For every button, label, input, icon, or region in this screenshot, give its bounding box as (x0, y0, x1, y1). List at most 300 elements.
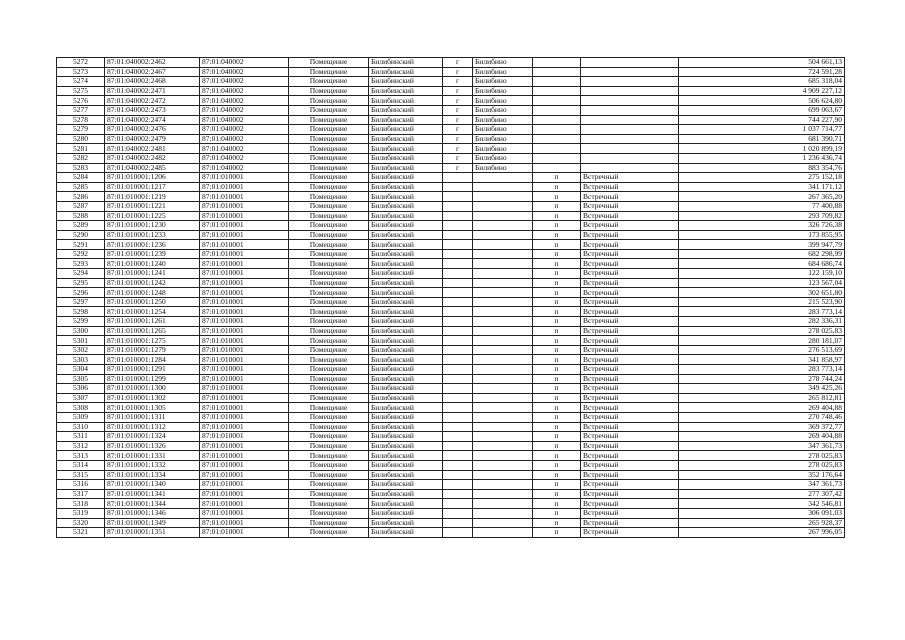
cadastral-value-cell: 123 567,04 (679, 278, 845, 288)
district-cell: Билибинский (369, 259, 443, 269)
locality-name-cell (473, 192, 533, 202)
cadastral-number-cell: 87:01:010001:1334 (105, 470, 200, 480)
locality-type-cell: г (443, 125, 473, 135)
settlement-type-cell: п (533, 211, 581, 221)
locality-name-cell (473, 230, 533, 240)
locality-type-cell (443, 259, 473, 269)
locality-name-cell (473, 422, 533, 432)
table-row (57, 163, 845, 173)
row-number-cell: 5307 (57, 393, 105, 403)
object-type-cell: Помещение (289, 278, 369, 288)
table-row (57, 288, 845, 298)
cadastral-number-cell: 87:01:010001:1233 (105, 230, 200, 240)
locality-name-cell (473, 451, 533, 461)
cadastral-number-cell: 87:01:040002:2467 (105, 67, 200, 77)
cadastral-number-cell: 87:01:010001:1206 (105, 173, 200, 183)
table-row (57, 67, 845, 77)
cadastral-value-cell: 4 909 227,12 (679, 86, 845, 96)
row-number-cell: 5277 (57, 105, 105, 115)
table-row (57, 77, 845, 87)
object-type-cell: Помещение (289, 460, 369, 470)
settlement-type-cell: п (533, 365, 581, 375)
settlement-name-cell: Встречный (581, 326, 679, 336)
settlement-type-cell: п (533, 480, 581, 490)
settlement-name-cell (581, 134, 679, 144)
settlement-type-cell: п (533, 269, 581, 279)
row-number-cell: 5312 (57, 441, 105, 451)
cadastral-block-cell: 87:01:010001 (200, 384, 289, 394)
locality-name-cell (473, 240, 533, 250)
district-cell: Билибинский (369, 173, 443, 183)
settlement-type-cell (533, 134, 581, 144)
cadastral-number-cell: 87:01:010001:1242 (105, 278, 200, 288)
settlement-type-cell (533, 77, 581, 87)
object-type-cell: Помещение (289, 518, 369, 528)
cadastral-value-cell: 293 709,82 (679, 211, 845, 221)
cadastral-block-cell: 87:01:010001 (200, 508, 289, 518)
locality-name-cell (473, 317, 533, 327)
cadastral-value-cell: 349 425,26 (679, 384, 845, 394)
settlement-name-cell: Встречный (581, 269, 679, 279)
table-row (57, 96, 845, 106)
cadastral-block-cell: 87:01:010001 (200, 528, 289, 538)
settlement-type-cell: п (533, 422, 581, 432)
district-cell: Билибинский (369, 163, 443, 173)
locality-name-cell (473, 365, 533, 375)
cadastral-block-cell: 87:01:040002 (200, 105, 289, 115)
cadastral-block-cell: 87:01:010001 (200, 480, 289, 490)
locality-type-cell: г (443, 105, 473, 115)
locality-type-cell (443, 345, 473, 355)
cadastral-block-cell: 87:01:010001 (200, 230, 289, 240)
cadastral-number-cell: 87:01:010001:1332 (105, 460, 200, 470)
locality-type-cell (443, 317, 473, 327)
settlement-name-cell: Встречный (581, 422, 679, 432)
table-row (57, 499, 845, 509)
settlement-type-cell: п (533, 384, 581, 394)
row-number-cell: 5278 (57, 115, 105, 125)
object-type-cell: Помещение (289, 144, 369, 154)
cadastral-value-cell: 341 858,97 (679, 355, 845, 365)
object-type-cell: Помещение (289, 393, 369, 403)
settlement-type-cell: п (533, 259, 581, 269)
locality-name-cell (473, 269, 533, 279)
district-cell: Билибинский (369, 489, 443, 499)
locality-type-cell (443, 451, 473, 461)
settlement-type-cell: п (533, 288, 581, 298)
locality-type-cell (443, 518, 473, 528)
cadastral-value-cell: 1 020 899,19 (679, 144, 845, 154)
locality-name-cell (473, 307, 533, 317)
locality-name-cell (473, 412, 533, 422)
locality-name-cell (473, 384, 533, 394)
locality-name-cell (473, 182, 533, 192)
settlement-name-cell: Встречный (581, 278, 679, 288)
object-type-cell: Помещение (289, 125, 369, 135)
cadastral-value-cell: 265 928,37 (679, 518, 845, 528)
district-cell: Билибинский (369, 115, 443, 125)
table-row (57, 489, 845, 499)
locality-name-cell: Билибино (473, 77, 533, 87)
row-number-cell: 5316 (57, 480, 105, 490)
locality-type-cell (443, 182, 473, 192)
settlement-name-cell: Встречный (581, 489, 679, 499)
table-row (57, 240, 845, 250)
locality-type-cell (443, 230, 473, 240)
object-type-cell: Помещение (289, 182, 369, 192)
settlement-type-cell (533, 153, 581, 163)
cadastral-block-cell: 87:01:040002 (200, 153, 289, 163)
object-type-cell: Помещение (289, 297, 369, 307)
cadastral-value-cell: 215 523,90 (679, 297, 845, 307)
cadastral-block-cell: 87:01:010001 (200, 173, 289, 183)
row-number-cell: 5272 (57, 58, 105, 68)
cadastral-table (56, 57, 845, 538)
district-cell: Билибинский (369, 211, 443, 221)
cadastral-number-cell: 87:01:010001:1219 (105, 192, 200, 202)
table-row (57, 182, 845, 192)
district-cell: Билибинский (369, 422, 443, 432)
cadastral-block-cell: 87:01:010001 (200, 288, 289, 298)
cadastral-number-cell: 87:01:010001:1340 (105, 480, 200, 490)
cadastral-number-cell: 87:01:010001:1300 (105, 384, 200, 394)
cadastral-value-cell: 352 176,64 (679, 470, 845, 480)
settlement-name-cell: Встречный (581, 403, 679, 413)
cadastral-number-cell: 87:01:010001:1239 (105, 249, 200, 259)
row-number-cell: 5314 (57, 460, 105, 470)
object-type-cell: Помещение (289, 365, 369, 375)
object-type-cell: Помещение (289, 307, 369, 317)
cadastral-block-cell: 87:01:010001 (200, 182, 289, 192)
locality-name-cell: Билибино (473, 105, 533, 115)
cadastral-value-cell: 77 400,88 (679, 201, 845, 211)
cadastral-number-cell: 87:01:040002:2468 (105, 77, 200, 87)
locality-type-cell (443, 336, 473, 346)
district-cell: Билибинский (369, 240, 443, 250)
district-cell: Билибинский (369, 269, 443, 279)
cadastral-number-cell: 87:01:040002:2479 (105, 134, 200, 144)
row-number-cell: 5320 (57, 518, 105, 528)
settlement-name-cell: Встречный (581, 508, 679, 518)
object-type-cell: Помещение (289, 96, 369, 106)
settlement-type-cell (533, 105, 581, 115)
locality-name-cell (473, 355, 533, 365)
settlement-type-cell: п (533, 345, 581, 355)
settlement-name-cell: Встречный (581, 432, 679, 442)
cadastral-value-cell: 302 651,80 (679, 288, 845, 298)
locality-type-cell (443, 249, 473, 259)
cadastral-block-cell: 87:01:010001 (200, 221, 289, 231)
cadastral-number-cell: 87:01:010001:1250 (105, 297, 200, 307)
row-number-cell: 5274 (57, 77, 105, 87)
cadastral-block-cell: 87:01:010001 (200, 297, 289, 307)
cadastral-block-cell: 87:01:040002 (200, 115, 289, 125)
locality-type-cell (443, 384, 473, 394)
settlement-type-cell: п (533, 528, 581, 538)
cadastral-value-cell: 682 298,99 (679, 249, 845, 259)
cadastral-value-cell: 306 091,03 (679, 508, 845, 518)
district-cell: Билибинский (369, 288, 443, 298)
cadastral-value-cell: 282 336,31 (679, 317, 845, 327)
locality-type-cell: г (443, 115, 473, 125)
cadastral-block-cell: 87:01:040002 (200, 67, 289, 77)
settlement-type-cell (533, 144, 581, 154)
table-row (57, 269, 845, 279)
locality-type-cell (443, 422, 473, 432)
settlement-name-cell (581, 163, 679, 173)
row-number-cell: 5310 (57, 422, 105, 432)
cadastral-value-cell: 369 372,77 (679, 422, 845, 432)
settlement-name-cell: Встречный (581, 297, 679, 307)
locality-type-cell (443, 460, 473, 470)
locality-type-cell (443, 278, 473, 288)
row-number-cell: 5297 (57, 297, 105, 307)
locality-name-cell (473, 393, 533, 403)
row-number-cell: 5276 (57, 96, 105, 106)
row-number-cell: 5299 (57, 317, 105, 327)
cadastral-number-cell: 87:01:040002:2462 (105, 58, 200, 68)
cadastral-value-cell: 278 025,83 (679, 460, 845, 470)
district-cell: Билибинский (369, 355, 443, 365)
row-number-cell: 5290 (57, 230, 105, 240)
locality-name-cell (473, 278, 533, 288)
locality-name-cell (473, 470, 533, 480)
table-row (57, 134, 845, 144)
settlement-name-cell (581, 67, 679, 77)
row-number-cell: 5289 (57, 221, 105, 231)
settlement-name-cell: Встречный (581, 211, 679, 221)
cadastral-number-cell: 87:01:010001:1351 (105, 528, 200, 538)
table-row (57, 336, 845, 346)
row-number-cell: 5294 (57, 269, 105, 279)
table-row (57, 384, 845, 394)
district-cell: Билибинский (369, 374, 443, 384)
settlement-type-cell: п (533, 432, 581, 442)
row-number-cell: 5311 (57, 432, 105, 442)
row-number-cell: 5305 (57, 374, 105, 384)
district-cell: Билибинский (369, 182, 443, 192)
locality-type-cell (443, 480, 473, 490)
row-number-cell: 5293 (57, 259, 105, 269)
settlement-type-cell (533, 96, 581, 106)
cadastral-block-cell: 87:01:010001 (200, 451, 289, 461)
locality-name-cell (473, 326, 533, 336)
locality-type-cell (443, 211, 473, 221)
locality-type-cell (443, 412, 473, 422)
settlement-name-cell: Встречный (581, 221, 679, 231)
district-cell: Билибинский (369, 307, 443, 317)
district-cell: Билибинский (369, 249, 443, 259)
object-type-cell: Помещение (289, 355, 369, 365)
locality-type-cell: г (443, 58, 473, 68)
cadastral-block-cell: 87:01:040002 (200, 77, 289, 87)
settlement-name-cell: Встречный (581, 451, 679, 461)
cadastral-block-cell: 87:01:010001 (200, 269, 289, 279)
settlement-type-cell: п (533, 201, 581, 211)
cadastral-number-cell: 87:01:010001:1265 (105, 326, 200, 336)
cadastral-block-cell: 87:01:040002 (200, 58, 289, 68)
object-type-cell: Помещение (289, 58, 369, 68)
settlement-name-cell: Встречный (581, 182, 679, 192)
locality-type-cell (443, 499, 473, 509)
settlement-type-cell: п (533, 297, 581, 307)
cadastral-block-cell: 87:01:010001 (200, 518, 289, 528)
row-number-cell: 5275 (57, 86, 105, 96)
cadastral-block-cell: 87:01:010001 (200, 432, 289, 442)
cadastral-block-cell: 87:01:010001 (200, 259, 289, 269)
locality-type-cell (443, 192, 473, 202)
settlement-name-cell (581, 105, 679, 115)
settlement-type-cell: п (533, 317, 581, 327)
table-row (57, 307, 845, 317)
cadastral-value-cell: 278 025,83 (679, 326, 845, 336)
cadastral-number-cell: 87:01:010001:1248 (105, 288, 200, 298)
locality-name-cell (473, 173, 533, 183)
object-type-cell: Помещение (289, 451, 369, 461)
locality-name-cell (473, 288, 533, 298)
district-cell: Билибинский (369, 192, 443, 202)
settlement-name-cell: Встречный (581, 240, 679, 250)
locality-name-cell (473, 403, 533, 413)
table-row (57, 192, 845, 202)
cadastral-block-cell: 87:01:010001 (200, 336, 289, 346)
cadastral-value-cell: 267 996,05 (679, 528, 845, 538)
locality-name-cell (473, 528, 533, 538)
locality-name-cell (473, 480, 533, 490)
settlement-name-cell: Встречный (581, 201, 679, 211)
table-row (57, 345, 845, 355)
settlement-type-cell: п (533, 508, 581, 518)
district-cell: Билибинский (369, 508, 443, 518)
district-cell: Билибинский (369, 58, 443, 68)
locality-name-cell: Билибино (473, 115, 533, 125)
row-number-cell: 5284 (57, 173, 105, 183)
district-cell: Билибинский (369, 153, 443, 163)
locality-name-cell: Билибино (473, 153, 533, 163)
object-type-cell: Помещение (289, 259, 369, 269)
district-cell: Билибинский (369, 230, 443, 240)
cadastral-number-cell: 87:01:010001:1241 (105, 269, 200, 279)
locality-type-cell: г (443, 67, 473, 77)
cadastral-number-cell: 87:01:040002:2485 (105, 163, 200, 173)
locality-type-cell (443, 307, 473, 317)
row-number-cell: 5317 (57, 489, 105, 499)
cadastral-number-cell: 87:01:010001:1312 (105, 422, 200, 432)
table-row (57, 201, 845, 211)
table-row (57, 355, 845, 365)
settlement-type-cell: п (533, 326, 581, 336)
locality-type-cell: г (443, 86, 473, 96)
cadastral-number-cell: 87:01:040002:2472 (105, 96, 200, 106)
settlement-name-cell: Встречный (581, 518, 679, 528)
locality-name-cell: Билибино (473, 125, 533, 135)
locality-type-cell (443, 269, 473, 279)
district-cell: Билибинский (369, 460, 443, 470)
cadastral-value-cell: 275 152,18 (679, 173, 845, 183)
district-cell: Билибинский (369, 86, 443, 96)
locality-type-cell: г (443, 144, 473, 154)
cadastral-value-cell: 173 855,95 (679, 230, 845, 240)
locality-type-cell: г (443, 134, 473, 144)
settlement-type-cell: п (533, 393, 581, 403)
cadastral-block-cell: 87:01:010001 (200, 345, 289, 355)
table-row (57, 221, 845, 231)
locality-name-cell (473, 499, 533, 509)
cadastral-number-cell: 87:01:010001:1217 (105, 182, 200, 192)
locality-type-cell (443, 201, 473, 211)
object-type-cell: Помещение (289, 134, 369, 144)
row-number-cell: 5318 (57, 499, 105, 509)
cadastral-block-cell: 87:01:010001 (200, 422, 289, 432)
row-number-cell: 5321 (57, 528, 105, 538)
table-row (57, 451, 845, 461)
table-row (57, 480, 845, 490)
cadastral-number-cell: 87:01:010001:1349 (105, 518, 200, 528)
cadastral-block-cell: 87:01:010001 (200, 317, 289, 327)
settlement-type-cell: п (533, 173, 581, 183)
cadastral-block-cell: 87:01:010001 (200, 374, 289, 384)
table-row (57, 393, 845, 403)
district-cell: Билибинский (369, 480, 443, 490)
locality-name-cell (473, 259, 533, 269)
table-row (57, 278, 845, 288)
district-cell: Билибинский (369, 96, 443, 106)
object-type-cell: Помещение (289, 412, 369, 422)
row-number-cell: 5313 (57, 451, 105, 461)
table-row (57, 230, 845, 240)
locality-name-cell (473, 518, 533, 528)
district-cell: Билибинский (369, 326, 443, 336)
row-number-cell: 5288 (57, 211, 105, 221)
locality-name-cell (473, 460, 533, 470)
table-row (57, 153, 845, 163)
table-body (57, 58, 845, 538)
settlement-name-cell: Встречный (581, 480, 679, 490)
settlement-type-cell: п (533, 451, 581, 461)
district-cell: Билибинский (369, 201, 443, 211)
district-cell: Билибинский (369, 125, 443, 135)
settlement-name-cell: Встречный (581, 192, 679, 202)
locality-name-cell (473, 345, 533, 355)
settlement-name-cell (581, 125, 679, 135)
settlement-name-cell (581, 77, 679, 87)
locality-type-cell (443, 432, 473, 442)
locality-name-cell (473, 508, 533, 518)
settlement-type-cell: п (533, 518, 581, 528)
settlement-name-cell: Встречный (581, 230, 679, 240)
object-type-cell: Помещение (289, 77, 369, 87)
cadastral-value-cell: 699 063,67 (679, 105, 845, 115)
locality-name-cell (473, 221, 533, 231)
cadastral-value-cell: 504 661,13 (679, 58, 845, 68)
cadastral-block-cell: 87:01:010001 (200, 470, 289, 480)
cadastral-number-cell: 87:01:010001:1221 (105, 201, 200, 211)
cadastral-number-cell: 87:01:040002:2474 (105, 115, 200, 125)
table-row (57, 144, 845, 154)
cadastral-number-cell: 87:01:010001:1344 (105, 499, 200, 509)
cadastral-block-cell: 87:01:040002 (200, 144, 289, 154)
object-type-cell: Помещение (289, 432, 369, 442)
object-type-cell: Помещение (289, 153, 369, 163)
row-number-cell: 5308 (57, 403, 105, 413)
locality-name-cell (473, 489, 533, 499)
locality-name-cell (473, 432, 533, 442)
cadastral-number-cell: 87:01:010001:1324 (105, 432, 200, 442)
settlement-type-cell: п (533, 489, 581, 499)
settlement-type-cell (533, 163, 581, 173)
locality-name-cell (473, 211, 533, 221)
table-row (57, 125, 845, 135)
